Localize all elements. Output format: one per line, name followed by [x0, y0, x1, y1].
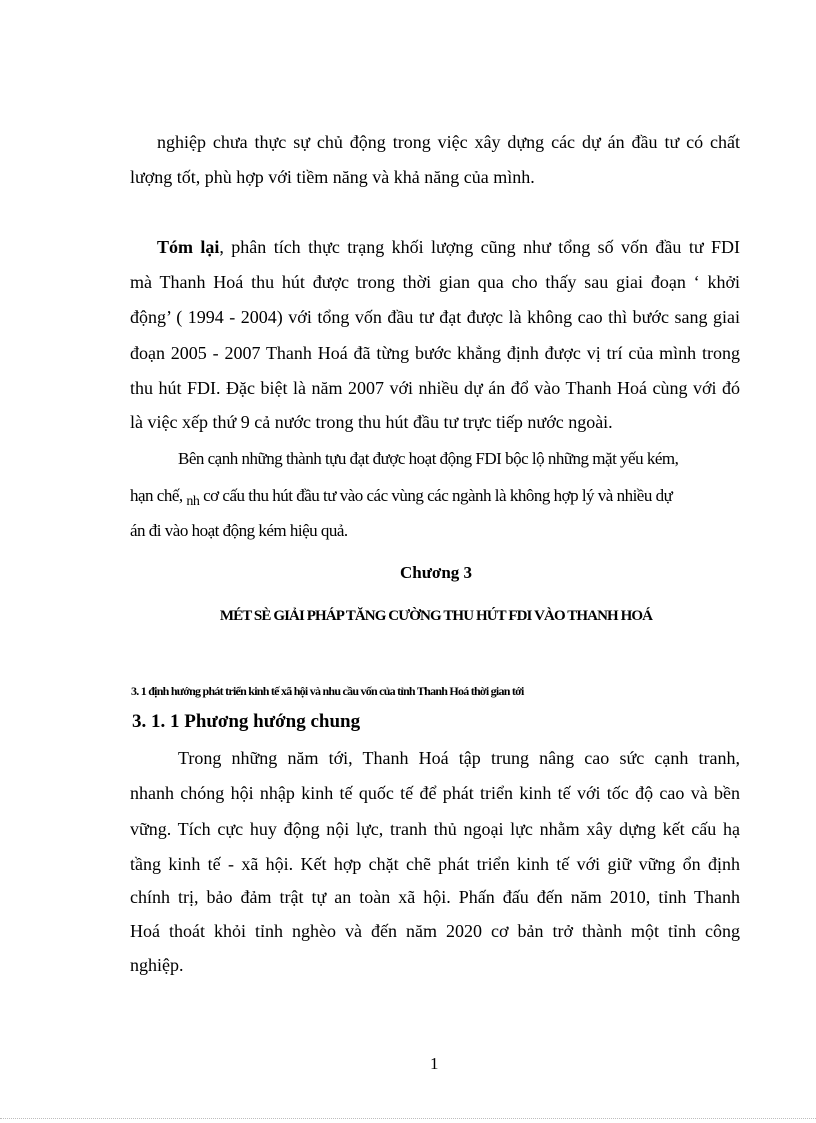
- body-line: nhanh chóng hội nhập kinh tế quốc tế để phát triển kinh tế với tốc độ cao và bền: [130, 783, 740, 803]
- body-line: tầng kinh tế - xã hội. Kết hợp chặt chẽ phát triển kinh tế với giữ vững ổn định: [130, 854, 740, 874]
- body-line: lượng tốt, phù hợp với tiềm năng và khả năng của mình.: [130, 167, 535, 187]
- stray-text: nh: [186, 494, 200, 509]
- section-heading: 3. 1 định hướng phát triển kinh tế xã hội và nhu cầu vốn của tỉnh Thanh Hoá thời gian tới: [131, 684, 524, 698]
- body-line: là việc xếp thứ 9 cả nước trong thu hút đầu tư trực tiếp nước ngoài.: [130, 412, 613, 432]
- body-line: vững. Tích cực huy động nội lực, tranh thủ ngoại lực nhằm xây dựng kết cấu hạ: [130, 819, 740, 839]
- body-line: nghiệp chưa thực sự chủ động trong việc xây dựng các dự án đầu tư có chất: [157, 132, 740, 152]
- page-number: 1: [430, 1054, 439, 1073]
- body-line: thu hút FDI. Đặc biệt là năm 2007 với nhiều dự án đổ vào Thanh Hoá cùng với đó: [130, 378, 740, 398]
- body-line: nghiệp.: [130, 955, 184, 975]
- body-line: mà Thanh Hoá thu hút được trong thời gian qua cho thấy sau giai đoạn ‘ khởi: [130, 272, 740, 292]
- subsection-heading: 3. 1. 1 Phương hướng chung: [132, 711, 361, 732]
- chapter-number: Chương 3: [399, 563, 473, 582]
- body-line: [157, 236, 740, 258]
- body-line: động’ ( 1994 - 2004) với tổng vốn đầu tư đạt được là không cao thì bước sang giai: [130, 307, 740, 327]
- body-text: hạn chế,: [130, 486, 183, 505]
- page-bottom-rule: [0, 1118, 816, 1119]
- body-line: án đi vào hoạt động kém hiệu quả.: [130, 521, 348, 540]
- body-line: Bên cạnh những thành tựu đạt được hoạt động FDI bộc lộ những mặt yếu kém,: [178, 449, 679, 468]
- body-line: chính trị, bảo đảm trật tự an toàn xã hội. Phấn đấu đến năm 2010, tỉnh Thanh: [130, 887, 740, 907]
- body-line: Trong những năm tới, Thanh Hoá tập trung nâng cao sức cạnh tranh,: [178, 748, 740, 768]
- body-line: đoạn 2005 - 2007 Thanh Hoá đã từng bước khẳng định được vị trí của mình trong: [130, 343, 740, 363]
- chapter-title: MÉT SÈ GIẢI PHÁP TĂNG CƯỜNG THU HÚT FDI VÀO THANH HOÁ: [219, 608, 653, 624]
- body-line: Hoá thoát khỏi tỉnh nghèo và đến năm 2020 cơ bản trở thành một tỉnh công: [130, 921, 740, 941]
- body-text: cơ cấu thu hút đầu tư vào các vùng các ngành là không hợp lý và nhiều dự: [203, 486, 673, 505]
- bold-lead: Tóm lại: [157, 237, 220, 257]
- body-line: [130, 485, 740, 509]
- body-text: , phân tích thực trạng khối lượng cũng như tổng số vốn đầu tư FDI: [219, 237, 740, 257]
